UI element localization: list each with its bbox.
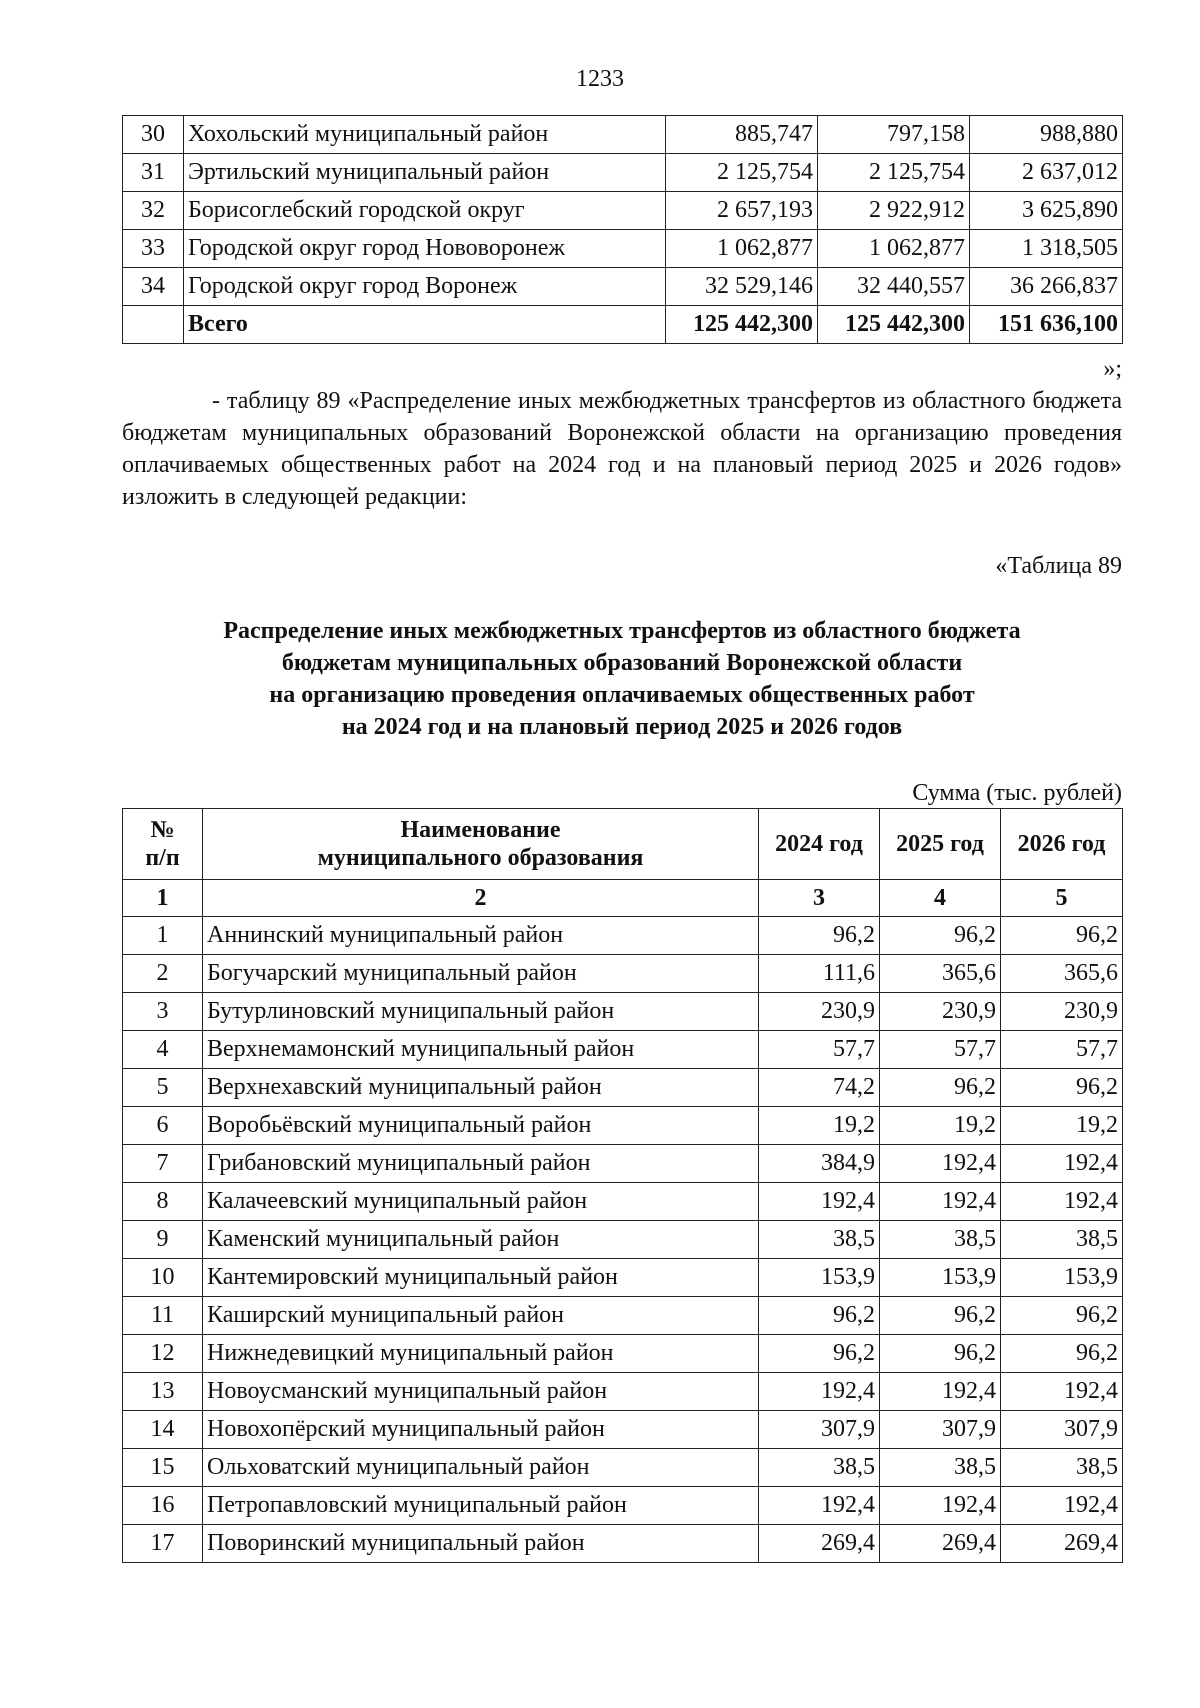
value-2024: 2 125,754: [666, 154, 818, 192]
table-title-line: Распределение иных межбюджетных трансфертов из областного бюджета: [223, 618, 1021, 644]
row-name: Воробьёвский муниципальный район: [203, 1107, 759, 1145]
row-number: 34: [123, 268, 184, 306]
value-2025: 192,4: [880, 1373, 1001, 1411]
previous-table-body: [123, 116, 1123, 344]
value-2026: 36 266,837: [970, 268, 1123, 306]
table-row: [123, 1373, 1123, 1411]
column-number-row: [123, 880, 1123, 917]
table-row: [123, 230, 1123, 268]
table-row: [123, 1297, 1123, 1335]
row-name: Борисоглебский городской округ: [184, 192, 666, 230]
row-number: 9: [123, 1221, 203, 1259]
value-2025: 19,2: [880, 1107, 1001, 1145]
value-2024: 19,2: [759, 1107, 880, 1145]
row-number: 5: [123, 1069, 203, 1107]
distribution-table: [122, 808, 1123, 1563]
column-number: 5: [1001, 880, 1123, 917]
value-2026: 96,2: [1001, 1069, 1123, 1107]
units-label: Сумма (тыс. рублей): [912, 780, 1122, 806]
table-title-line: бюджетам муниципальных образований Воронежской области: [281, 650, 963, 676]
value-2026: 57,7: [1001, 1031, 1123, 1069]
value-2025: 269,4: [880, 1525, 1001, 1563]
value-2025: 96,2: [880, 1069, 1001, 1107]
row-number: 6: [123, 1107, 203, 1145]
row-number: 1: [123, 917, 203, 955]
table-title-line: на 2024 год и на плановый период 2025 и 2026 годов: [341, 714, 903, 740]
value-2025: 365,6: [880, 955, 1001, 993]
header-num: № п/п: [123, 809, 203, 880]
table-row: [123, 1221, 1123, 1259]
table-row: [123, 1069, 1123, 1107]
row-name: Аннинский муниципальный район: [203, 917, 759, 955]
row-number: 11: [123, 1297, 203, 1335]
value-2026: 2 637,012: [970, 154, 1123, 192]
page-number: 1233: [576, 66, 624, 92]
table-row: [123, 955, 1123, 993]
value-2024: 885,747: [666, 116, 818, 154]
value-2025: 307,9: [880, 1411, 1001, 1449]
column-number: 4: [880, 880, 1001, 917]
row-name: Калачеевский муниципальный район: [203, 1183, 759, 1221]
header-2024: 2024 год: [759, 809, 880, 880]
value-2026: 3 625,890: [970, 192, 1123, 230]
total-row: [123, 306, 1123, 344]
table-title: [122, 615, 1122, 743]
value-2024: 230,9: [759, 993, 880, 1031]
table-row: [123, 1525, 1123, 1563]
value-2026: 38,5: [1001, 1221, 1123, 1259]
total-2024: 125 442,300: [666, 306, 818, 344]
table-row: [123, 154, 1123, 192]
value-2025: 32 440,557: [818, 268, 970, 306]
table-row: [123, 1145, 1123, 1183]
total-2026: 151 636,100: [970, 306, 1123, 344]
value-2024: 192,4: [759, 1373, 880, 1411]
header-2025: 2025 год: [880, 809, 1001, 880]
row-name: Петропавловский муниципальный район: [203, 1487, 759, 1525]
column-number: 3: [759, 880, 880, 917]
row-name: Бутурлиновский муниципальный район: [203, 993, 759, 1031]
table-row: [123, 1259, 1123, 1297]
row-name: Поворинский муниципальный район: [203, 1525, 759, 1563]
value-2025: 38,5: [880, 1221, 1001, 1259]
row-number: 17: [123, 1525, 203, 1563]
value-2024: 74,2: [759, 1069, 880, 1107]
row-name: Хохольский муниципальный район: [184, 116, 666, 154]
value-2024: 2 657,193: [666, 192, 818, 230]
value-2025: 2 125,754: [818, 154, 970, 192]
row-number: 30: [123, 116, 184, 154]
value-2025: 192,4: [880, 1145, 1001, 1183]
value-2025: 57,7: [880, 1031, 1001, 1069]
value-2024: 1 062,877: [666, 230, 818, 268]
row-name: Каменский муниципальный район: [203, 1221, 759, 1259]
row-number: 2: [123, 955, 203, 993]
value-2026: 269,4: [1001, 1525, 1123, 1563]
value-2025: 797,158: [818, 116, 970, 154]
row-name: Городской округ город Нововоронеж: [184, 230, 666, 268]
row-number: 32: [123, 192, 184, 230]
row-name: Новохопёрский муниципальный район: [203, 1411, 759, 1449]
value-2024: 96,2: [759, 1297, 880, 1335]
value-2025: 153,9: [880, 1259, 1001, 1297]
table-label: «Таблица 89: [995, 553, 1122, 579]
amendment-paragraph: - таблицу 89 «Распределение иных межбюджетных трансфертов из областного бюджета бюджетам муниципальных образований Воронежской области на организацию проведения оплачиваемых общественных работ на 2024 год и на плановый период 2025 и 2026 годов» изложить в следующей редакции:: [122, 388, 1122, 510]
distribution-table-body: [123, 917, 1123, 1563]
value-2026: 153,9: [1001, 1259, 1123, 1297]
value-2024: 96,2: [759, 917, 880, 955]
table-row: [123, 993, 1123, 1031]
value-2024: 57,7: [759, 1031, 880, 1069]
row-name: Каширский муниципальный район: [203, 1297, 759, 1335]
value-2026: 192,4: [1001, 1487, 1123, 1525]
row-name: Эртильский муниципальный район: [184, 154, 666, 192]
row-name: Верхнемамонский муниципальный район: [203, 1031, 759, 1069]
value-2024: 192,4: [759, 1487, 880, 1525]
row-number: 12: [123, 1335, 203, 1373]
value-2024: 32 529,146: [666, 268, 818, 306]
value-2024: 384,9: [759, 1145, 880, 1183]
total-empty-cell: [123, 306, 184, 344]
row-number: 8: [123, 1183, 203, 1221]
table-row: [123, 1411, 1123, 1449]
value-2025: 96,2: [880, 1297, 1001, 1335]
header-name: Наименование муниципального образования: [203, 809, 759, 880]
closing-quote: »;: [1103, 356, 1122, 382]
row-number: 31: [123, 154, 184, 192]
value-2026: 192,4: [1001, 1183, 1123, 1221]
value-2026: 96,2: [1001, 1335, 1123, 1373]
row-number: 15: [123, 1449, 203, 1487]
value-2025: 1 062,877: [818, 230, 970, 268]
value-2026: 96,2: [1001, 917, 1123, 955]
row-number: 7: [123, 1145, 203, 1183]
header-2026: 2026 год: [1001, 809, 1123, 880]
table-row: [123, 1449, 1123, 1487]
table-row: [123, 1487, 1123, 1525]
value-2025: 230,9: [880, 993, 1001, 1031]
total-2025: 125 442,300: [818, 306, 970, 344]
row-number: 4: [123, 1031, 203, 1069]
row-name: Грибановский муниципальный район: [203, 1145, 759, 1183]
value-2026: 988,880: [970, 116, 1123, 154]
row-number: 13: [123, 1373, 203, 1411]
value-2025: 96,2: [880, 1335, 1001, 1373]
value-2026: 96,2: [1001, 1297, 1123, 1335]
value-2024: 111,6: [759, 955, 880, 993]
table-row: [123, 1031, 1123, 1069]
column-number: 2: [203, 880, 759, 917]
value-2026: 230,9: [1001, 993, 1123, 1031]
column-number: 1: [123, 880, 203, 917]
table-row: [123, 1335, 1123, 1373]
value-2026: 192,4: [1001, 1145, 1123, 1183]
row-name: Кантемировский муниципальный район: [203, 1259, 759, 1297]
row-number: 16: [123, 1487, 203, 1525]
value-2024: 38,5: [759, 1449, 880, 1487]
table-row: [123, 1107, 1123, 1145]
table-row: [123, 1183, 1123, 1221]
table-title-line: на организацию проведения оплачиваемых общественных работ: [269, 682, 975, 708]
previous-table-continuation: [122, 115, 1123, 344]
row-number: 3: [123, 993, 203, 1031]
row-name: Городской округ город Воронеж: [184, 268, 666, 306]
value-2025: 96,2: [880, 917, 1001, 955]
value-2026: 1 318,505: [970, 230, 1123, 268]
value-2025: 2 922,912: [818, 192, 970, 230]
value-2025: 192,4: [880, 1183, 1001, 1221]
row-name: Ольховатский муниципальный район: [203, 1449, 759, 1487]
row-number: 14: [123, 1411, 203, 1449]
value-2025: 192,4: [880, 1487, 1001, 1525]
value-2026: 307,9: [1001, 1411, 1123, 1449]
row-name: Новоусманский муниципальный район: [203, 1373, 759, 1411]
header-row: [123, 809, 1123, 880]
row-number: 10: [123, 1259, 203, 1297]
value-2026: 192,4: [1001, 1373, 1123, 1411]
table-row: [123, 268, 1123, 306]
value-2024: 153,9: [759, 1259, 880, 1297]
row-name: Нижнедевицкий муниципальный район: [203, 1335, 759, 1373]
value-2024: 38,5: [759, 1221, 880, 1259]
value-2026: 38,5: [1001, 1449, 1123, 1487]
table-row: [123, 116, 1123, 154]
value-2024: 192,4: [759, 1183, 880, 1221]
row-name: Богучарский муниципальный район: [203, 955, 759, 993]
row-name: Верхнехавский муниципальный район: [203, 1069, 759, 1107]
value-2024: 96,2: [759, 1335, 880, 1373]
value-2024: 269,4: [759, 1525, 880, 1563]
table-row: [123, 917, 1123, 955]
row-number: 33: [123, 230, 184, 268]
value-2026: 365,6: [1001, 955, 1123, 993]
table-row: [123, 192, 1123, 230]
total-label: Всего: [184, 306, 666, 344]
value-2026: 19,2: [1001, 1107, 1123, 1145]
value-2024: 307,9: [759, 1411, 880, 1449]
value-2025: 38,5: [880, 1449, 1001, 1487]
